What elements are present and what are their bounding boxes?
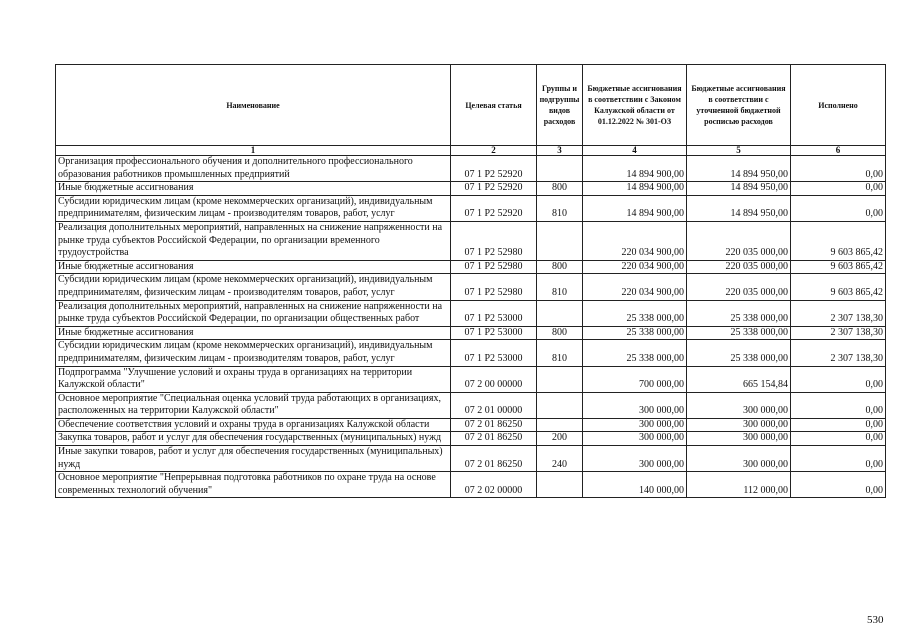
row-executed-amount: 9 603 865,42 — [791, 260, 886, 274]
row-expense-group: 200 — [537, 432, 583, 446]
row-law-amount: 25 338 000,00 — [583, 340, 687, 366]
row-executed-amount: 0,00 — [791, 472, 886, 498]
row-expense-group: 800 — [537, 326, 583, 340]
row-executed-amount: 0,00 — [791, 392, 886, 418]
row-executed-amount: 0,00 — [791, 418, 886, 432]
table-row — [56, 366, 886, 392]
row-law-amount: 14 894 900,00 — [583, 195, 687, 221]
row-target-article: 07 2 01 86250 — [451, 446, 537, 472]
row-expense-group — [537, 300, 583, 326]
row-name: Обеспечение соответствия условий и охраны труда в организациях Калужской области — [56, 418, 451, 432]
header-law-allocations: Бюджетные ассигнования в соответствии с Законом Калужской области от 01.12.2022 № 301-ОЗ — [583, 65, 687, 146]
row-name: Основное мероприятие "Непрерывная подготовка работников по охране труда на основе современных технологий обучения" — [56, 472, 451, 498]
budget-table — [55, 64, 886, 498]
row-refined-amount: 25 338 000,00 — [687, 326, 791, 340]
row-expense-group: 800 — [537, 260, 583, 274]
table-row — [56, 326, 886, 340]
row-target-article: 07 1 P2 53000 — [451, 300, 537, 326]
row-name: Иные бюджетные ассигнования — [56, 260, 451, 274]
header-name: Наименование — [56, 65, 451, 146]
row-executed-amount: 0,00 — [791, 182, 886, 196]
row-executed-amount: 2 307 138,30 — [791, 340, 886, 366]
table-row — [56, 392, 886, 418]
table-header — [56, 65, 886, 156]
table-row — [56, 340, 886, 366]
row-law-amount: 140 000,00 — [583, 472, 687, 498]
row-name: Иные бюджетные ассигнования — [56, 326, 451, 340]
row-law-amount: 220 034 900,00 — [583, 260, 687, 274]
row-name: Основное мероприятие "Специальная оценка условий труда работающих в организациях, расположенных на территории Калужской области" — [56, 392, 451, 418]
table-row — [56, 260, 886, 274]
row-target-article: 07 1 P2 53000 — [451, 326, 537, 340]
table-row — [56, 446, 886, 472]
header-executed: Исполнено — [791, 65, 886, 146]
column-number-row — [56, 146, 886, 156]
row-name: Субсидии юридическим лицам (кроме некоммерческих организаций), индивидуальным предпринимателям, физическим лицам - производителям товаров, работ, услуг — [56, 340, 451, 366]
row-name: Субсидии юридическим лицам (кроме некоммерческих организаций), индивидуальным предпринимателям, физическим лицам - производителям товаров, работ, услуг — [56, 195, 451, 221]
table-row — [56, 274, 886, 300]
row-target-article: 07 1 P2 52920 — [451, 195, 537, 221]
row-law-amount: 14 894 900,00 — [583, 156, 687, 182]
header-target-article: Целевая статья — [451, 65, 537, 146]
row-refined-amount: 300 000,00 — [687, 432, 791, 446]
row-target-article: 07 1 P2 52920 — [451, 182, 537, 196]
row-law-amount: 700 000,00 — [583, 366, 687, 392]
row-law-amount: 300 000,00 — [583, 392, 687, 418]
row-refined-amount: 300 000,00 — [687, 446, 791, 472]
row-target-article: 07 1 P2 52920 — [451, 156, 537, 182]
row-refined-amount: 14 894 950,00 — [687, 156, 791, 182]
row-name: Подпрограмма "Улучшение условий и охраны труда в организациях на территории Калужской области" — [56, 366, 451, 392]
row-executed-amount: 9 603 865,42 — [791, 274, 886, 300]
row-refined-amount: 300 000,00 — [687, 392, 791, 418]
row-executed-amount: 0,00 — [791, 432, 886, 446]
row-executed-amount: 2 307 138,30 — [791, 300, 886, 326]
row-expense-group — [537, 221, 583, 260]
row-refined-amount: 220 035 000,00 — [687, 221, 791, 260]
row-name: Субсидии юридическим лицам (кроме некоммерческих организаций), индивидуальным предпринимателям, физическим лицам - производителям товаров, работ, услуг — [56, 274, 451, 300]
row-executed-amount: 9 603 865,42 — [791, 221, 886, 260]
row-target-article: 07 1 P2 52980 — [451, 221, 537, 260]
row-refined-amount: 25 338 000,00 — [687, 340, 791, 366]
row-expense-group: 810 — [537, 340, 583, 366]
row-expense-group — [537, 392, 583, 418]
row-law-amount: 300 000,00 — [583, 432, 687, 446]
table-row — [56, 156, 886, 182]
row-expense-group — [537, 156, 583, 182]
row-target-article: 07 1 P2 52980 — [451, 274, 537, 300]
page-number: 530 — [867, 614, 884, 626]
row-target-article: 07 2 01 86250 — [451, 418, 537, 432]
row-target-article: 07 1 P2 52980 — [451, 260, 537, 274]
column-number: 6 — [791, 146, 886, 156]
row-refined-amount: 220 035 000,00 — [687, 274, 791, 300]
row-target-article: 07 2 00 00000 — [451, 366, 537, 392]
row-name: Реализация дополнительных мероприятий, направленных на снижение напряженности на рынке труда субъектов Российской Федерации, по организации временного трудоустройства — [56, 221, 451, 260]
row-target-article: 07 1 P2 53000 — [451, 340, 537, 366]
table-row — [56, 418, 886, 432]
row-name: Закупка товаров, работ и услуг для обеспечения государственных (муниципальных) нужд — [56, 432, 451, 446]
table-body — [56, 156, 886, 498]
row-refined-amount: 665 154,84 — [687, 366, 791, 392]
row-expense-group: 810 — [537, 274, 583, 300]
row-law-amount: 220 034 900,00 — [583, 221, 687, 260]
row-name: Реализация дополнительных мероприятий, направленных на снижение напряженности на рынке труда субъектов Российской Федерации, по организации общественных работ — [56, 300, 451, 326]
column-number: 3 — [537, 146, 583, 156]
table-row — [56, 182, 886, 196]
row-expense-group — [537, 418, 583, 432]
table-row — [56, 300, 886, 326]
row-expense-group: 800 — [537, 182, 583, 196]
row-executed-amount: 2 307 138,30 — [791, 326, 886, 340]
table-row — [56, 195, 886, 221]
row-name: Иные бюджетные ассигнования — [56, 182, 451, 196]
header-refined-allocations: Бюджетные ассигнования в соответствии с уточненной бюджетной росписью расходов — [687, 65, 791, 146]
row-law-amount: 14 894 900,00 — [583, 182, 687, 196]
row-target-article: 07 2 01 00000 — [451, 392, 537, 418]
row-refined-amount: 220 035 000,00 — [687, 260, 791, 274]
row-executed-amount: 0,00 — [791, 156, 886, 182]
row-refined-amount: 112 000,00 — [687, 472, 791, 498]
row-name: Иные закупки товаров, работ и услуг для обеспечения государственных (муниципальных) нужд — [56, 446, 451, 472]
row-refined-amount: 25 338 000,00 — [687, 300, 791, 326]
row-expense-group: 240 — [537, 446, 583, 472]
column-number: 2 — [451, 146, 537, 156]
header-expense-group: Группы и подгруппы видов расходов — [537, 65, 583, 146]
column-number: 1 — [56, 146, 451, 156]
row-law-amount: 300 000,00 — [583, 418, 687, 432]
row-refined-amount: 14 894 950,00 — [687, 182, 791, 196]
row-executed-amount: 0,00 — [791, 446, 886, 472]
row-refined-amount: 300 000,00 — [687, 418, 791, 432]
row-target-article: 07 2 02 00000 — [451, 472, 537, 498]
table-row — [56, 221, 886, 260]
row-expense-group — [537, 472, 583, 498]
row-name: Организация профессионального обучения и дополнительного профессионального образования работников промышленных предприятий — [56, 156, 451, 182]
row-law-amount: 25 338 000,00 — [583, 300, 687, 326]
row-target-article: 07 2 01 86250 — [451, 432, 537, 446]
row-executed-amount: 0,00 — [791, 366, 886, 392]
row-law-amount: 25 338 000,00 — [583, 326, 687, 340]
row-law-amount: 300 000,00 — [583, 446, 687, 472]
column-number: 4 — [583, 146, 687, 156]
table-row — [56, 432, 886, 446]
row-law-amount: 220 034 900,00 — [583, 274, 687, 300]
table-row — [56, 472, 886, 498]
row-expense-group: 810 — [537, 195, 583, 221]
row-expense-group — [537, 366, 583, 392]
row-refined-amount: 14 894 950,00 — [687, 195, 791, 221]
row-executed-amount: 0,00 — [791, 195, 886, 221]
column-number: 5 — [687, 146, 791, 156]
